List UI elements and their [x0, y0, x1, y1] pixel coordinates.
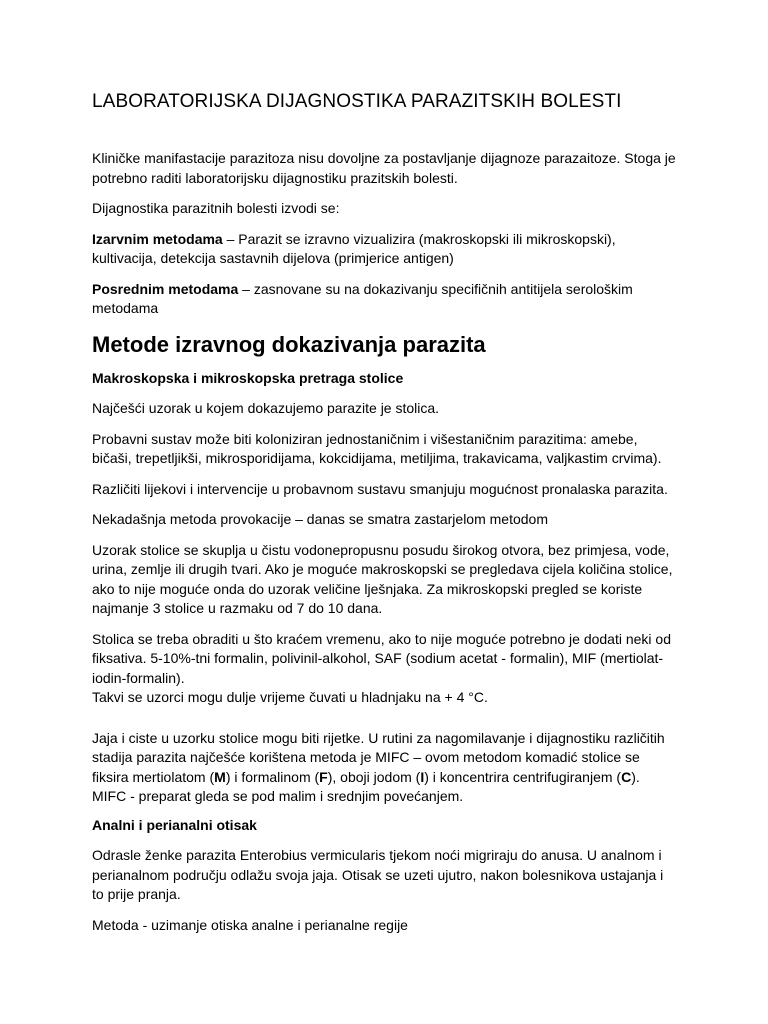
mifc-text-4: ) i koncentrira centrifugiranjem ( [424, 768, 622, 785]
izravne-metode-term: Izarvnim metodama [92, 230, 223, 247]
mifc-text-5: ). [631, 768, 640, 785]
mifc-letter-i: I [420, 768, 425, 785]
mifc-text-2: ) i formalinom ( [225, 768, 320, 785]
mifc-text-3: ), oboji jodom ( [327, 768, 421, 785]
posredne-metode-term: Posrednim metodama [92, 280, 239, 297]
mifc-letter-m: M [214, 768, 226, 785]
provokacija-paragraph: Nekadašnja metoda provokacije – danas se smatra zastarjelom metodom [92, 511, 549, 527]
document-title: LABORATORIJSKA DIJAGNOSTIKA PARAZITSKIH BOLESTI [92, 91, 622, 112]
subheading-analni-otisak: Analni i perianalni otisak [92, 816, 257, 833]
mifc-letter-f: F [319, 768, 328, 785]
mifc-paragraph [92, 729, 678, 807]
subheading-stolica: Makroskopska i mikroskopska pretraga stolice [92, 369, 404, 386]
mifc-text-1: Jaja i ciste u uzorku stolice mogu biti rijetke. U rutini za nagomilavanje i dijagnostiku različitih stadija parazita najčešće korištena metoda je MIFC – ovom metodom komadić stolice se fiksira mertiolatom ( [92, 729, 665, 785]
mifc-letter-c: C [621, 768, 632, 785]
lijekovi-paragraph: Različiti lijekovi i intervencije u probavnom sustavu smanjuju mogućnost pronalaska parazita. [92, 480, 668, 497]
obrada-stolice-text: Stolica se treba obraditi u što kraćem vremenu, ako to nije moguće potrebno je dodati neki od fiksativa. 5-10%-tni formalin, polivinil-alkohol, SAF (sodium acetat - formalin), MIF (mertiolat-iodin-formalin). [92, 630, 671, 686]
izravne-metode-text: – Parazit se izravno vizualizira (makroskopski ili mikroskopski), kultivacija, detekcija sastavnih dijelova (primjerice antigen) [92, 230, 616, 266]
uzorak-paragraph: Najčešći uzorak u kojem dokazujemo parazite je stolica. [92, 400, 440, 416]
posredne-metode-text: – zasnovane su na dokazivanju specifičnih antitijela serološkim metodama [92, 280, 633, 316]
posredne-metode-paragraph [92, 280, 678, 319]
enterobius-paragraph: Odrasle ženke parazita Enterobius vermicularis tjekom noći migriraju do anusa. U analnom i perianalnom području odlažu svoja jaja. Otisak se uzeti ujutro, nakon bolesnikova ustajanja i to prije pranja. [92, 847, 664, 902]
intro-paragraph: Kliničke manifastacije parazitoza nisu dovoljne za postavljanje dijagnoze parazaitoze. Stoga je potrebno raditi laboratorijsku dijagnostiku prazitskih bolesti. [92, 150, 676, 186]
izravne-metode-paragraph [92, 230, 678, 269]
section-heading: Metode izravnog dokazivanja parazita [92, 331, 486, 357]
metoda-paragraph: Metoda - uzimanje otiska analne i perianalne regije [92, 916, 408, 933]
obrada-stolice-paragraph [92, 630, 678, 708]
dijagnostika-paragraph: Dijagnostika parazitnih bolesti izvodi se: [92, 200, 340, 216]
hladnjak-text: Takvi se uzorci mogu dulje vrijeme čuvati u hladnjaku na + 4 °C. [92, 689, 488, 705]
probavni-sustav-paragraph: Probavni sustav može biti koloniziran jednostaničnim i višestaničnim parazitima: amebe, bičaši, trepetljikši, mikrosporidijama, kokcidijama, metiljima, trakavicama, valjkastim crvima). [92, 430, 662, 466]
mifc-preparat-text: MIFC - preparat gleda se pod malim i srednjim povećanjem. [92, 788, 464, 804]
skupljanje-uzorka-paragraph: Uzorak stolice se skuplja u čistu vodonepropusnu posudu širokog otvora, bez primjesa, vode, urina, zemlje ili drugih tvari. Ako je moguće makroskopski se pregledava cijela količina stolice, ako to nije moguće onda do uzorak veličine lješnjaka. Za mikroskopski pregled se koriste najmanje 3 stolice u razmaku od 7 do 10 dana. [92, 541, 673, 616]
